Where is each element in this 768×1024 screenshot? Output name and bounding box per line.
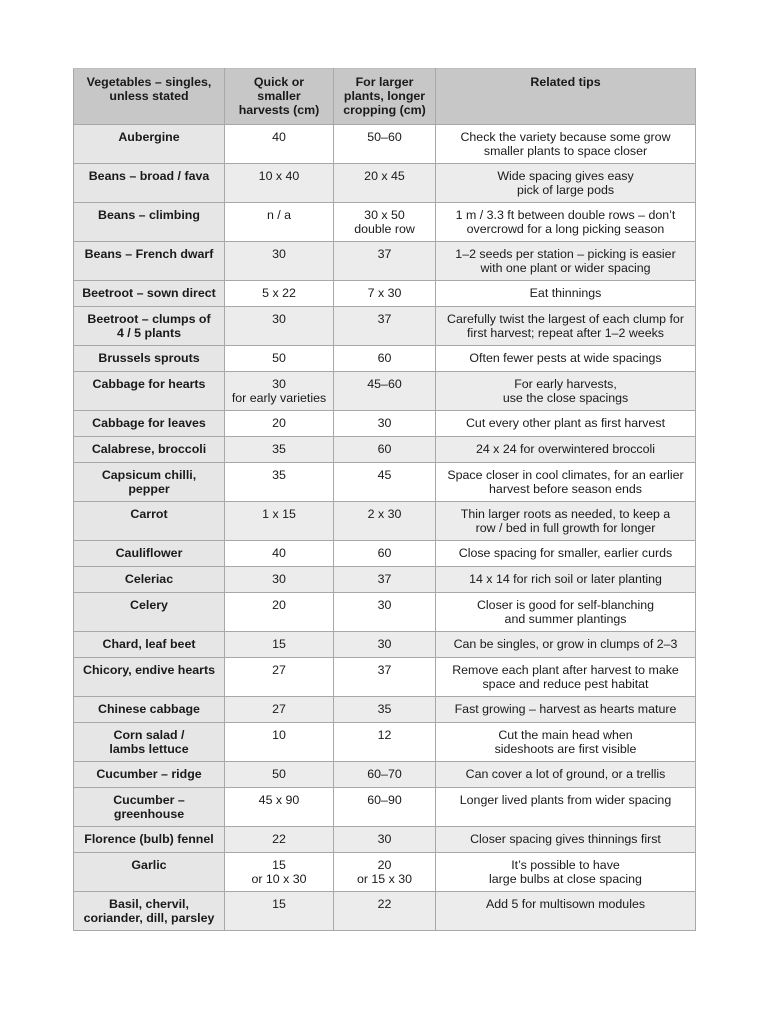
larger-cropping-cell: 60: [334, 437, 436, 463]
larger-cropping-cell: 50–60: [334, 125, 436, 164]
table-row: [74, 788, 696, 827]
vegetable-cell: Cauliflower: [74, 541, 225, 567]
larger-cropping-cell: 30: [334, 827, 436, 853]
related-tip-cell: Eat thinnings: [436, 281, 696, 307]
larger-cropping-cell: 20 x 45: [334, 164, 436, 203]
quick-harvest-cell: 15: [225, 892, 334, 931]
table-row: [74, 658, 696, 697]
vegetable-cell: Calabrese, broccoli: [74, 437, 225, 463]
table-row: [74, 372, 696, 411]
quick-harvest-cell: 15 or 10 x 30: [225, 853, 334, 892]
table-row: [74, 593, 696, 632]
related-tip-cell: Can cover a lot of ground, or a trellis: [436, 762, 696, 788]
related-tip-cell: Wide spacing gives easy pick of large pods: [436, 164, 696, 203]
larger-cropping-cell: 30 x 50 double row: [334, 203, 436, 242]
quick-harvest-cell: 30: [225, 567, 334, 593]
vegetable-cell: Chard, leaf beet: [74, 632, 225, 658]
larger-cropping-cell: 2 x 30: [334, 502, 436, 541]
table-row: [74, 541, 696, 567]
larger-cropping-cell: 30: [334, 593, 436, 632]
quick-harvest-cell: 35: [225, 463, 334, 502]
table-row: [74, 307, 696, 346]
table-row: [74, 892, 696, 931]
vegetable-cell: Cucumber – greenhouse: [74, 788, 225, 827]
table-row: [74, 125, 696, 164]
vegetable-cell: Chinese cabbage: [74, 697, 225, 723]
vegetable-cell: Celeriac: [74, 567, 225, 593]
vegetable-cell: Celery: [74, 593, 225, 632]
table-row: [74, 164, 696, 203]
related-tip-cell: It’s possible to have large bulbs at close spacing: [436, 853, 696, 892]
quick-harvest-cell: n / a: [225, 203, 334, 242]
header-related-tips: Related tips: [436, 69, 696, 125]
related-tip-cell: Fast growing – harvest as hearts mature: [436, 697, 696, 723]
related-tip-cell: 14 x 14 for rich soil or later planting: [436, 567, 696, 593]
quick-harvest-cell: 35: [225, 437, 334, 463]
related-tip-cell: Thin larger roots as needed, to keep a row / bed in full growth for longer: [436, 502, 696, 541]
quick-harvest-cell: 20: [225, 411, 334, 437]
table-row: [74, 437, 696, 463]
table-row: [74, 827, 696, 853]
vegetable-cell: Florence (bulb) fennel: [74, 827, 225, 853]
vegetable-cell: Beetroot – clumps of 4 / 5 plants: [74, 307, 225, 346]
related-tip-cell: Closer spacing gives thinnings first: [436, 827, 696, 853]
quick-harvest-cell: 1 x 15: [225, 502, 334, 541]
related-tip-cell: Check the variety because some grow smaller plants to space closer: [436, 125, 696, 164]
quick-harvest-cell: 5 x 22: [225, 281, 334, 307]
quick-harvest-cell: 50: [225, 346, 334, 372]
larger-cropping-cell: 45: [334, 463, 436, 502]
larger-cropping-cell: 22: [334, 892, 436, 931]
related-tip-cell: Add 5 for multisown modules: [436, 892, 696, 931]
related-tip-cell: Cut the main head when sideshoots are first visible: [436, 723, 696, 762]
table-row: [74, 242, 696, 281]
vegetable-cell: Beans – climbing: [74, 203, 225, 242]
quick-harvest-cell: 22: [225, 827, 334, 853]
related-tip-cell: Often fewer pests at wide spacings: [436, 346, 696, 372]
larger-cropping-cell: 37: [334, 658, 436, 697]
table-row: [74, 281, 696, 307]
quick-harvest-cell: 10 x 40: [225, 164, 334, 203]
table-row: [74, 697, 696, 723]
vegetable-cell: Aubergine: [74, 125, 225, 164]
quick-harvest-cell: 20: [225, 593, 334, 632]
related-tip-cell: 1–2 seeds per station – picking is easier with one plant or wider spacing: [436, 242, 696, 281]
vegetable-cell: Cabbage for hearts: [74, 372, 225, 411]
plant-spacing-table: [73, 68, 696, 931]
larger-cropping-cell: 7 x 30: [334, 281, 436, 307]
related-tip-cell: Cut every other plant as first harvest: [436, 411, 696, 437]
vegetable-cell: Carrot: [74, 502, 225, 541]
related-tip-cell: 1 m / 3.3 ft between double rows – don’t overcrowd for a long picking season: [436, 203, 696, 242]
larger-cropping-cell: 37: [334, 567, 436, 593]
larger-cropping-cell: 60: [334, 346, 436, 372]
related-tip-cell: Longer lived plants from wider spacing: [436, 788, 696, 827]
quick-harvest-cell: 45 x 90: [225, 788, 334, 827]
table-row: [74, 463, 696, 502]
larger-cropping-cell: 60–90: [334, 788, 436, 827]
quick-harvest-cell: 30: [225, 307, 334, 346]
related-tip-cell: Space closer in cool climates, for an earlier harvest before season ends: [436, 463, 696, 502]
related-tip-cell: 24 x 24 for overwintered broccoli: [436, 437, 696, 463]
vegetable-cell: Beans – broad / fava: [74, 164, 225, 203]
larger-cropping-cell: 60: [334, 541, 436, 567]
related-tip-cell: Closer is good for self-blanching and summer plantings: [436, 593, 696, 632]
table-row: [74, 346, 696, 372]
header-quick-harvests: Quick or smaller harvests (cm): [225, 69, 334, 125]
quick-harvest-cell: 27: [225, 697, 334, 723]
larger-cropping-cell: 37: [334, 242, 436, 281]
vegetable-cell: Basil, chervil, coriander, dill, parsley: [74, 892, 225, 931]
table-row: [74, 853, 696, 892]
quick-harvest-cell: 50: [225, 762, 334, 788]
header-vegetables: Vegetables – singles, unless stated: [74, 69, 225, 125]
larger-cropping-cell: 12: [334, 723, 436, 762]
quick-harvest-cell: 30 for early varieties: [225, 372, 334, 411]
quick-harvest-cell: 27: [225, 658, 334, 697]
larger-cropping-cell: 35: [334, 697, 436, 723]
quick-harvest-cell: 30: [225, 242, 334, 281]
table-row: [74, 632, 696, 658]
quick-harvest-cell: 40: [225, 125, 334, 164]
related-tip-cell: Remove each plant after harvest to make space and reduce pest habitat: [436, 658, 696, 697]
table-row: [74, 762, 696, 788]
vegetable-cell: Brussels sprouts: [74, 346, 225, 372]
related-tip-cell: Close spacing for smaller, earlier curds: [436, 541, 696, 567]
larger-cropping-cell: 30: [334, 632, 436, 658]
larger-cropping-cell: 20 or 15 x 30: [334, 853, 436, 892]
larger-cropping-cell: 45–60: [334, 372, 436, 411]
table-row: [74, 411, 696, 437]
table-row: [74, 502, 696, 541]
table-row: [74, 567, 696, 593]
vegetable-cell: Cucumber – ridge: [74, 762, 225, 788]
related-tip-cell: Carefully twist the largest of each clump for first harvest; repeat after 1–2 weeks: [436, 307, 696, 346]
quick-harvest-cell: 10: [225, 723, 334, 762]
vegetable-cell: Chicory, endive hearts: [74, 658, 225, 697]
related-tip-cell: Can be singles, or grow in clumps of 2–3: [436, 632, 696, 658]
quick-harvest-cell: 15: [225, 632, 334, 658]
header-larger-plants: For larger plants, longer cropping (cm): [334, 69, 436, 125]
larger-cropping-cell: 30: [334, 411, 436, 437]
vegetable-cell: Beetroot – sown direct: [74, 281, 225, 307]
table-row: [74, 203, 696, 242]
header-row: [74, 69, 696, 125]
table-body: [74, 125, 696, 931]
vegetable-cell: Cabbage for leaves: [74, 411, 225, 437]
related-tip-cell: For early harvests, use the close spacings: [436, 372, 696, 411]
vegetable-cell: Corn salad / lambs lettuce: [74, 723, 225, 762]
larger-cropping-cell: 37: [334, 307, 436, 346]
table-row: [74, 723, 696, 762]
vegetable-cell: Garlic: [74, 853, 225, 892]
vegetable-cell: Capsicum chilli, pepper: [74, 463, 225, 502]
table-header: [74, 69, 696, 125]
quick-harvest-cell: 40: [225, 541, 334, 567]
larger-cropping-cell: 60–70: [334, 762, 436, 788]
vegetable-cell: Beans – French dwarf: [74, 242, 225, 281]
